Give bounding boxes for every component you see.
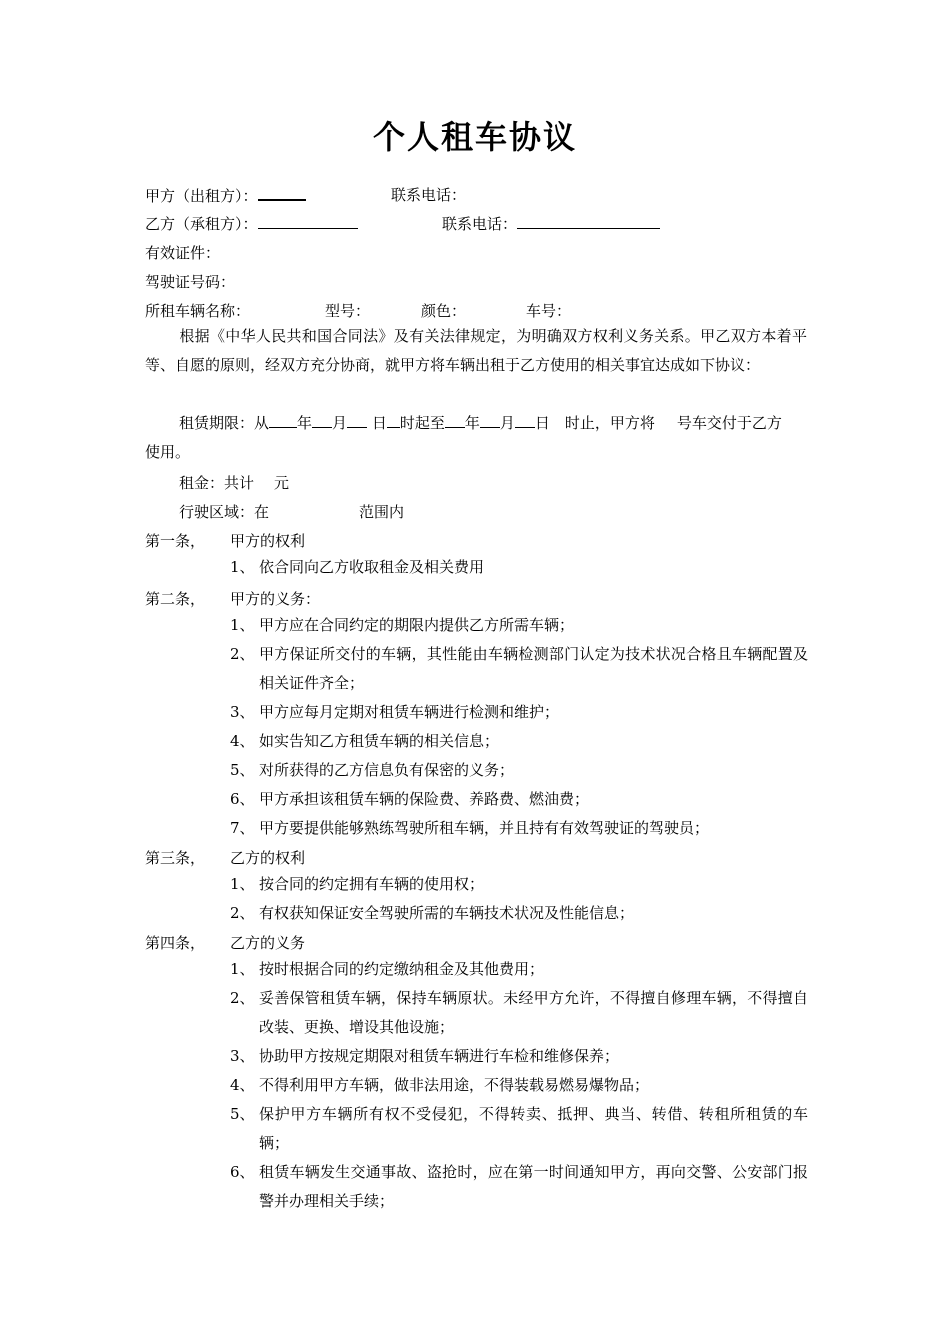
article-4-number: 第四条， xyxy=(145,934,206,952)
list-item xyxy=(230,955,808,984)
item-number: 3、 xyxy=(230,703,255,721)
party-b-blank xyxy=(258,214,358,229)
list-item xyxy=(230,785,808,814)
list-item xyxy=(230,727,808,756)
item-text: 如实告知乙方租赁车辆的相关信息； xyxy=(259,732,500,750)
intro-text: 根据《中华人民共和国合同法》及有关法律规定，为明确双方权利义务关系。甲乙双方本着平等、自愿的原则，经双方充分协商，就甲方将车辆出租于乙方使用的相关事宜达成如下协议： xyxy=(145,327,807,374)
item-text: 不得利用甲方车辆，做非法用途，不得装载易燃易爆物品； xyxy=(259,1076,650,1094)
article-1-number: 第一条， xyxy=(145,532,206,550)
lease-start-hour-blank xyxy=(387,413,400,428)
item-number: 1、 xyxy=(230,960,255,978)
id-doc-field: 有效证件： xyxy=(145,244,221,262)
color-field: 颜色： xyxy=(421,302,467,320)
lease-end-year-blank xyxy=(445,413,465,428)
lease-end-month-blank xyxy=(480,413,500,428)
party-a-blank xyxy=(258,185,306,201)
article-3-title: 乙方的权利 xyxy=(230,849,306,867)
item-text: 甲方应每月定期对租赁车辆进行检测和维护； xyxy=(259,703,560,721)
article-1-title: 甲方的权利 xyxy=(230,532,306,550)
lease-tail-3: 使用。 xyxy=(145,443,191,461)
license-field: 驾驶证号码： xyxy=(145,273,236,291)
lease-day-2: 日 xyxy=(534,414,550,432)
party-b-label: 乙方（承租方）： xyxy=(145,215,258,233)
list-item xyxy=(230,756,808,785)
item-text: 甲方应在合同约定的期限内提供乙方所需车辆； xyxy=(259,616,575,634)
lease-tail-2: 号车交付于乙方 xyxy=(676,414,782,432)
item-text: 保护甲方车辆所有权不受侵犯，不得转卖、抵押、典当、转借、转租所租赁的车辆； xyxy=(259,1105,808,1152)
item-text: 对所获得的乙方信息负有保密的义务； xyxy=(259,761,515,779)
item-number: 4、 xyxy=(230,732,255,750)
lease-year-1: 年 xyxy=(297,414,313,432)
party-b-line xyxy=(145,214,358,234)
article-3-number: 第三条， xyxy=(145,849,206,867)
item-text: 按合同的约定拥有车辆的使用权； xyxy=(259,875,485,893)
list-item xyxy=(230,698,808,727)
list-item xyxy=(230,1042,808,1071)
lease-term-paragraph xyxy=(145,409,807,467)
lease-day-1: 日 xyxy=(367,414,387,432)
item-text: 依合同向乙方收取租金及相关费用 xyxy=(259,558,485,576)
item-text: 甲方要提供能够熟练驾驶所租车辆，并且持有有效驾驶证的驾驶员； xyxy=(259,819,710,837)
rent-line xyxy=(179,473,289,493)
item-text: 妥善保管租赁车辆，保持车辆原状。未经甲方允许，不得擅自修理车辆，不得擅自改装、更换、增设其他设施； xyxy=(259,989,808,1036)
list-item xyxy=(230,640,808,698)
party-b-phone-line xyxy=(442,214,660,234)
lease-start-day-blank xyxy=(347,413,367,428)
lease-start-month-blank xyxy=(312,413,332,428)
party-a-line xyxy=(145,185,306,206)
lease-month-2: 月 xyxy=(499,414,515,432)
article-2-title: 甲方的义务： xyxy=(230,590,321,608)
lease-term-label: 租赁期限：从 xyxy=(179,414,270,432)
list-item xyxy=(230,814,808,843)
plate-field: 车号： xyxy=(526,302,572,320)
list-item xyxy=(230,870,808,899)
item-number: 5、 xyxy=(230,1105,255,1123)
rent-label: 租金：共计 xyxy=(179,474,255,492)
item-text: 有权获知保证安全驾驶所需的车辆技术状况及性能信息； xyxy=(259,904,635,922)
rent-unit: 元 xyxy=(274,474,290,492)
item-number: 5、 xyxy=(230,761,255,779)
list-item xyxy=(230,1100,808,1158)
party-b-phone-blank xyxy=(517,214,660,229)
list-item xyxy=(230,611,808,640)
list-item xyxy=(230,1071,808,1100)
party-a-phone-label: 联系电话： xyxy=(391,186,467,204)
item-text: 租赁车辆发生交通事故、盗抢时，应在第一时间通知甲方，再向交警、公安部门报警并办理相关手续； xyxy=(259,1163,808,1210)
lease-tail-1: 时止，甲方将 xyxy=(564,414,655,432)
item-number: 1、 xyxy=(230,616,255,634)
list-item xyxy=(230,1158,808,1216)
item-text: 甲方保证所交付的车辆，其性能由车辆检测部门认定为技术状况合格且车辆配置及相关证件齐全； xyxy=(259,645,808,692)
party-b-phone-label: 联系电话： xyxy=(442,215,518,233)
document-title: 个人租车协议 xyxy=(372,118,577,156)
item-text: 甲方承担该租赁车辆的保险费、养路费、燃油费； xyxy=(259,790,590,808)
item-number: 3、 xyxy=(230,1047,255,1065)
item-number: 2、 xyxy=(230,904,255,922)
lease-month-1: 月 xyxy=(332,414,348,432)
article-4-title: 乙方的义务 xyxy=(230,934,306,952)
article-2-number: 第二条， xyxy=(145,590,206,608)
list-item xyxy=(230,899,808,928)
lease-hour-1: 时起至 xyxy=(399,414,445,432)
item-number: 1、 xyxy=(230,558,255,576)
item-text: 按时根据合同的约定缴纳租金及其他费用； xyxy=(259,960,545,978)
item-text: 协助甲方按规定期限对租赁车辆进行车检和维修保养； xyxy=(259,1047,620,1065)
item-number: 2、 xyxy=(230,989,255,1007)
item-number: 6、 xyxy=(230,1163,255,1181)
party-a-label: 甲方（出租方）： xyxy=(145,187,258,205)
area-suffix: 范围内 xyxy=(359,503,405,521)
lease-start-year-blank xyxy=(269,413,297,428)
lease-end-day-blank xyxy=(515,413,535,428)
lease-year-2: 年 xyxy=(464,414,480,432)
vehicle-name-field: 所租车辆名称： xyxy=(145,302,251,320)
model-field: 型号： xyxy=(325,302,371,320)
list-item xyxy=(230,553,808,582)
item-number: 2、 xyxy=(230,645,255,663)
item-number: 6、 xyxy=(230,790,255,808)
item-number: 4、 xyxy=(230,1076,255,1094)
item-number: 1、 xyxy=(230,875,255,893)
list-item xyxy=(230,984,808,1042)
area-label: 行驶区域：在 xyxy=(179,503,270,521)
intro-paragraph xyxy=(145,322,807,380)
item-number: 7、 xyxy=(230,819,255,837)
